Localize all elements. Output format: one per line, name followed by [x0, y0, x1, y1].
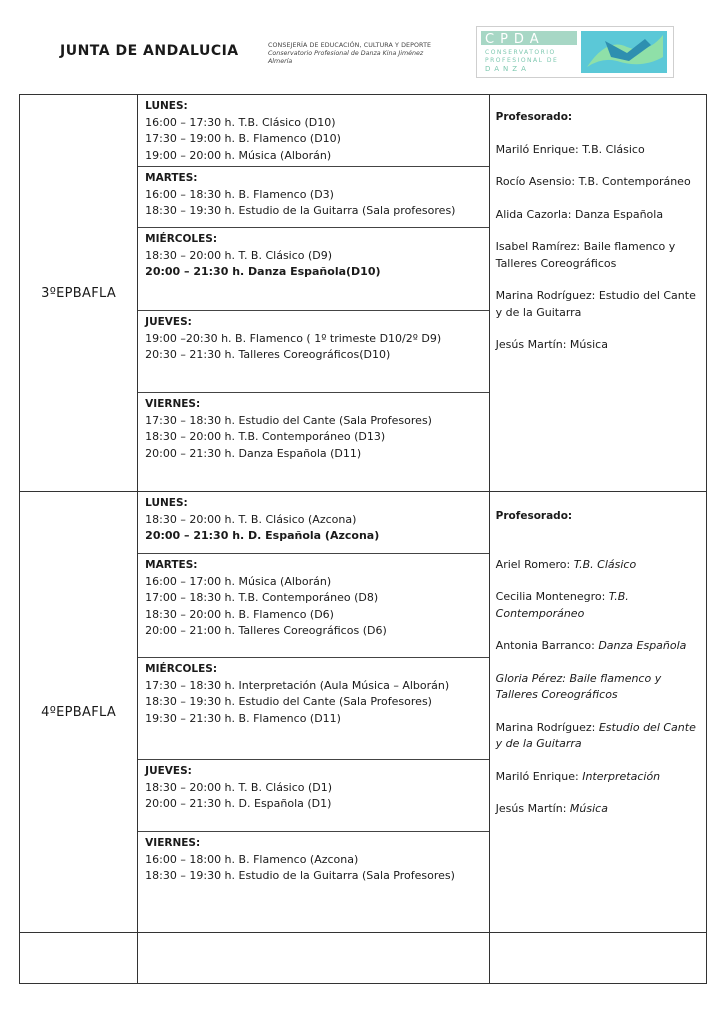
schedule-line: 20:00 – 21:30 h. D. Española (Azcona) — [145, 529, 380, 542]
schedule-line: 17:30 – 18:30 h. Interpretación (Aula Música – Alborán) — [145, 678, 450, 692]
day-block-viernes — [138, 832, 489, 930]
schedule-line: 18:30 – 19:30 h. Estudio del Cante (Sala Profesores) — [145, 695, 432, 708]
group-cell — [20, 492, 138, 933]
group-cell — [20, 95, 138, 492]
schedule-line: 18:30 – 20:00 h. T. B. Clásico (D9) — [145, 248, 333, 262]
schedule-line: 19:30 – 21:30 h. B. Flamenco (D11) — [145, 711, 341, 725]
profesorado-cell — [489, 95, 706, 492]
teacher-subject: Música — [569, 802, 608, 815]
schedule-line: 17:30 – 18:30 h. Estudio del Cante (Sala Profesores) — [145, 413, 432, 427]
teacher-subject: Interpretación — [582, 769, 661, 783]
schedule-line: 19:00 –20:30 h. B. Flamenco ( 1º trimeste D10/2º D9) — [145, 331, 442, 345]
teacher-name: Ariel Romero: — [495, 557, 571, 571]
day-name: MIÉRCOLES: — [145, 663, 218, 675]
teacher-name: Gloria Pérez: — [495, 671, 566, 685]
schedule-line: 17:30 – 19:00 h. B. Flamenco (D10) — [145, 132, 341, 145]
group-label: 3ºEPBAFLA — [41, 285, 117, 301]
days-cell — [138, 492, 490, 933]
cpda-sub-1: CONSERVATORIO — [485, 49, 556, 56]
cpda-sub-2: PROFESIONAL DE — [485, 57, 559, 64]
schedule-line: 20:30 – 21:30 h. Talleres Coreográficos(D10) — [145, 348, 391, 361]
schedule-line: 18:30 – 20:00 h. T.B. Contemporáneo (D13) — [145, 430, 386, 443]
day-name: MIÉRCOLES: — [145, 233, 218, 245]
teacher-entry — [496, 638, 700, 655]
profesorado-heading: Profesorado: — [495, 510, 573, 522]
teacher-entry — [496, 589, 700, 622]
day-block-martes — [138, 554, 489, 658]
schedule-line: 18:30 – 19:30 h. Estudio de la Guitarra (Sala Profesores) — [145, 869, 455, 882]
teacher-entry — [496, 174, 700, 191]
schedule-line: 18:30 – 19:30 h. Estudio de la Guitarra (Sala profesores) — [145, 204, 456, 217]
teacher-name: Alida Cazorla: — [495, 207, 572, 221]
teacher-entry — [496, 142, 700, 159]
teacher-subject: Estudio del Cante y de la Guitarra — [495, 720, 696, 750]
day-name: MARTES: — [145, 172, 198, 184]
cpda-logo-text: CPDA — [485, 32, 545, 47]
teacher-entry — [496, 720, 700, 753]
teacher-subject: T.B. Clásico — [582, 142, 645, 156]
teacher-name: Cecilia Montenegro: — [495, 590, 606, 603]
teacher-entry — [496, 288, 700, 321]
empty-cell — [489, 933, 706, 984]
teacher-entry — [496, 337, 700, 354]
day-name: VIERNES: — [145, 837, 201, 849]
empty-row — [20, 933, 707, 984]
day-block-viernes — [138, 393, 489, 491]
page-header — [0, 0, 724, 90]
teacher-subject: Estudio del Cante y de la Guitarra — [495, 289, 696, 319]
empty-cell — [20, 933, 138, 984]
teacher-name: Rocío Asensio: — [495, 175, 576, 188]
profesorado-heading: Profesorado: — [495, 111, 573, 123]
teacher-entry — [496, 207, 700, 224]
schedule-line: 16:00 – 18:00 h. B. Flamenco (Azcona) — [145, 852, 359, 866]
day-block-miercoles — [138, 658, 489, 760]
schedule-line: 16:00 – 18:30 h. B. Flamenco (D3) — [145, 187, 334, 201]
profesorado-block — [490, 95, 706, 360]
schedule-line: 18:30 – 20:00 h. T. B. Clásico (D1) — [145, 780, 333, 794]
day-name: LUNES: — [145, 497, 188, 509]
conserjeria-line-3: Almería — [268, 58, 293, 65]
profesorado-cell — [489, 492, 706, 933]
profesorado-block — [490, 492, 706, 824]
day-block-jueves — [138, 311, 489, 393]
day-name: JUEVES: — [145, 316, 192, 328]
teacher-subject: T.B. Contemporáneo — [578, 175, 691, 188]
cpda-sub-3: DANZA — [485, 65, 530, 73]
schedule-line: 16:00 – 17:00 h. Música (Alborán) — [145, 574, 332, 588]
teacher-name: Marina Rodríguez: — [495, 720, 596, 734]
schedule-line: 18:30 – 20:00 h. T. B. Clásico (Azcona) — [145, 512, 357, 526]
group-label: 4ºEPBAFLA — [41, 704, 117, 720]
schedule-line: 18:30 – 20:00 h. B. Flamenco (D6) — [145, 607, 334, 621]
day-block-jueves — [138, 760, 489, 832]
schedule-line: 20:00 – 21:30 h. Danza Española(D10) — [145, 265, 381, 278]
teacher-subject: T.B. Clásico — [573, 557, 637, 571]
teacher-subject: Danza Española — [574, 207, 664, 221]
schedule-line: 16:00 – 17:30 h. T.B. Clásico (D10) — [145, 115, 336, 129]
teacher-name: Mariló Enrique: — [495, 769, 579, 783]
schedule-table — [19, 94, 707, 984]
teacher-name: Antonia Barranco: — [495, 639, 595, 652]
cpda-logo — [476, 26, 674, 78]
teacher-entry — [496, 801, 700, 818]
conserjeria-text — [268, 42, 431, 66]
conserjeria-line-2: Conservatorio Profesional de Danza Kina Jiménez — [268, 50, 424, 57]
schedule-line: 20:00 – 21:00 h. Talleres Coreográficos (D6) — [145, 624, 387, 637]
schedule-line: 19:00 – 20:00 h. Música (Alborán) — [145, 148, 332, 162]
teacher-entry — [496, 239, 700, 272]
teacher-subject: Baile flamenco y Talleres Coreográficos — [495, 240, 676, 270]
teacher-name: Jesús Martín: — [495, 338, 567, 351]
teacher-name: Jesús Martín: — [495, 802, 567, 815]
teacher-subject: Baile flamenco y Talleres Coreográficos — [495, 671, 662, 701]
conserjeria-line-1: CONSEJERÍA DE EDUCACIÓN, CULTURA Y DEPORTE — [268, 42, 432, 49]
day-block-lunes — [138, 95, 489, 167]
day-name: JUEVES: — [145, 765, 192, 777]
junta-logo-text: JUNTA DE ANDALUCIA — [60, 43, 239, 59]
teacher-subject: Música — [569, 338, 608, 351]
day-name: VIERNES: — [145, 398, 201, 410]
day-block-miercoles — [138, 228, 489, 311]
day-name: MARTES: — [145, 559, 198, 571]
day-name: LUNES: — [145, 100, 188, 112]
teacher-name: Marina Rodríguez: — [495, 289, 596, 302]
group-row-4 — [20, 492, 707, 933]
days-cell — [138, 95, 490, 492]
teacher-subject: T.B. Contemporáneo — [495, 590, 629, 620]
teacher-name: Isabel Ramírez: — [495, 240, 581, 253]
teacher-entry — [496, 557, 700, 574]
schedule-line: 20:00 – 21:30 h. Danza Española (D11) — [145, 446, 362, 460]
day-block-lunes — [138, 492, 489, 554]
empty-cell — [138, 933, 490, 984]
schedule-line: 17:00 – 18:30 h. T.B. Contemporáneo (D8) — [145, 591, 379, 604]
group-row-3 — [20, 95, 707, 492]
teacher-entry — [496, 671, 700, 704]
teacher-subject: Danza Española — [598, 639, 687, 652]
teacher-name: Mariló Enrique: — [495, 142, 579, 156]
schedule-line: 20:00 – 21:30 h. D. Española (D1) — [145, 797, 332, 810]
day-block-martes — [138, 167, 489, 228]
teacher-entry — [496, 769, 700, 786]
